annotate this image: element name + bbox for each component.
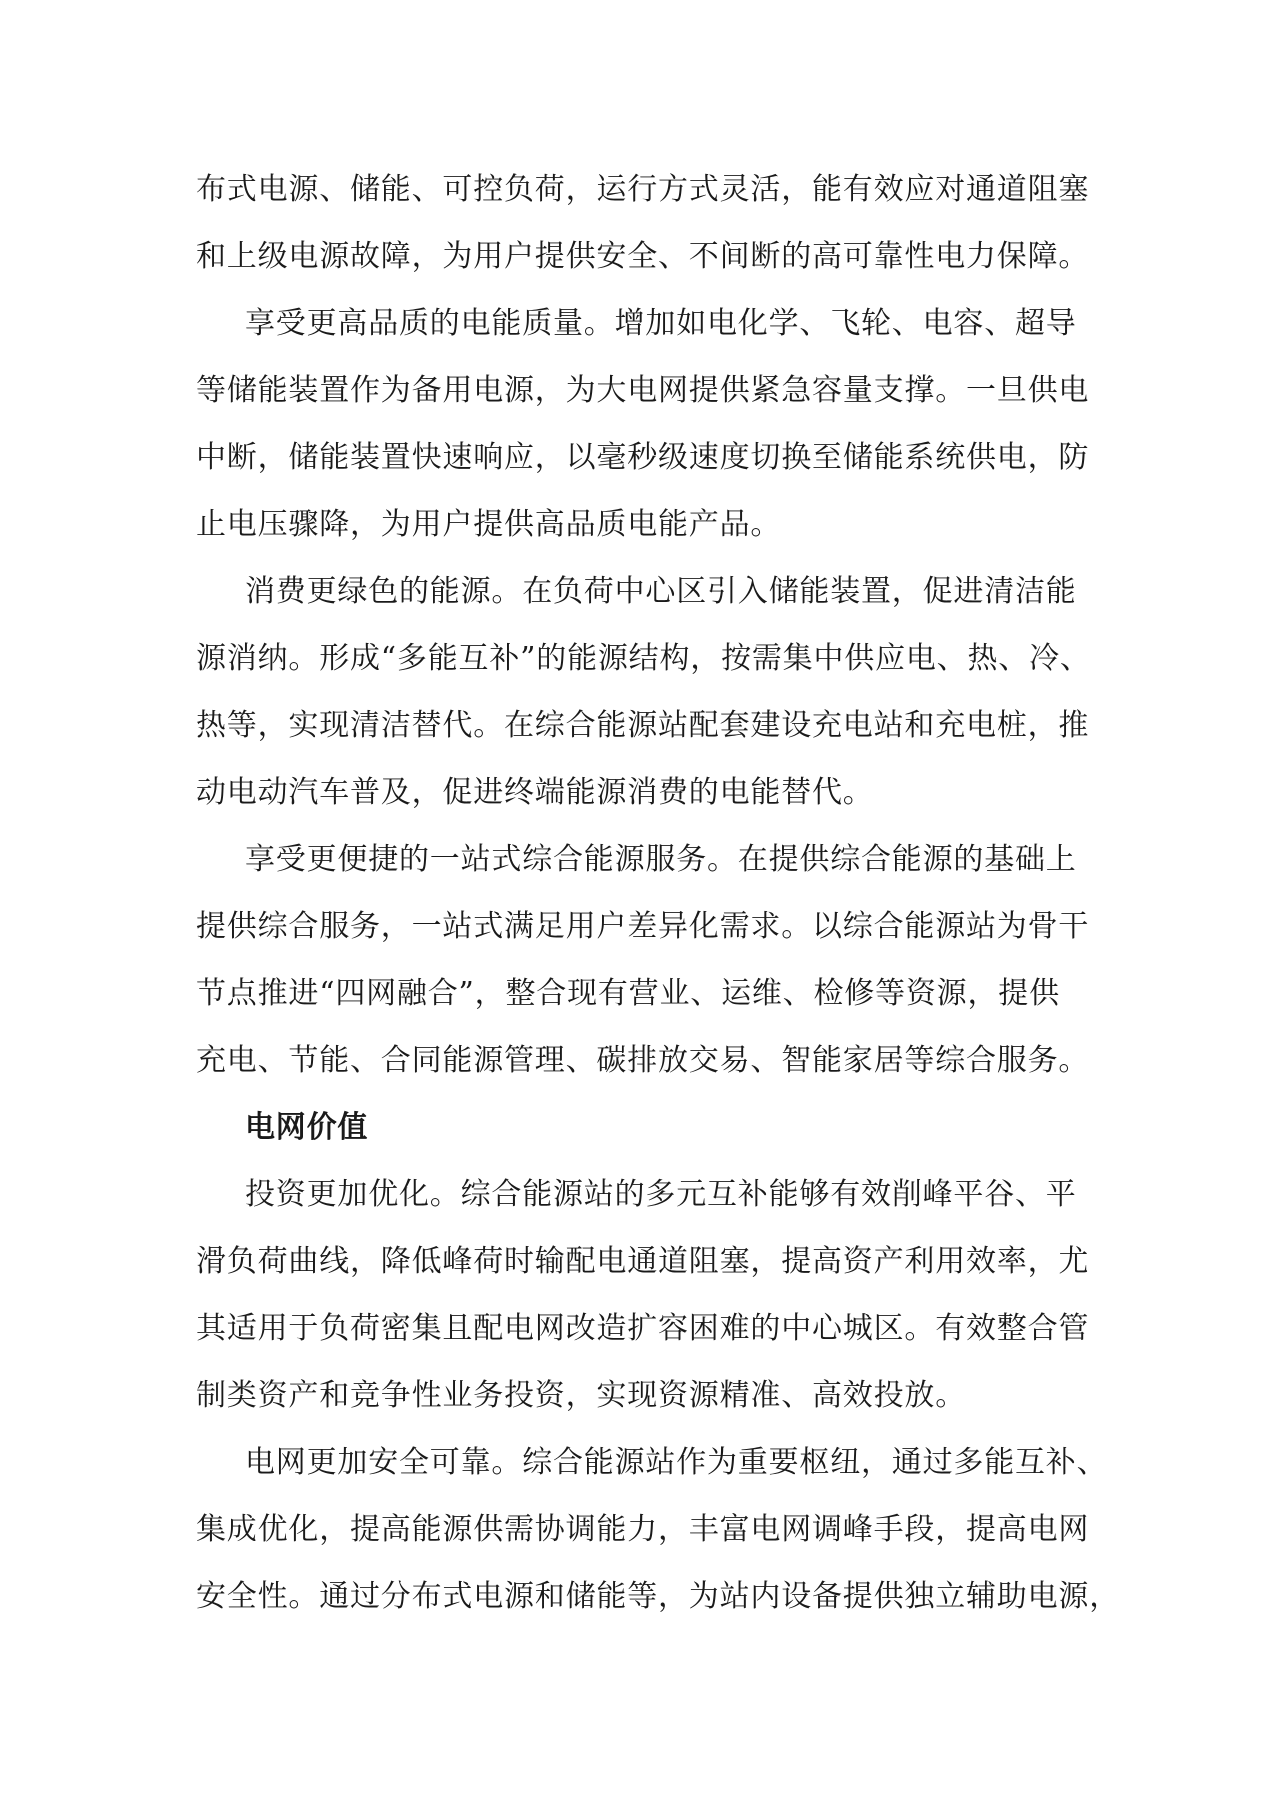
text-line-9: 热等，实现清洁替代。在综合能源站配套建设充电站和充电桩，推 bbox=[196, 708, 1090, 743]
text-line-8: 源消纳。形成“多能互补”的能源结构，按需集中供应电、热、冷、 bbox=[196, 641, 1091, 676]
text-line-21: 集成优化，提高能源供需协调能力，丰富电网调峰手段，提高电网 bbox=[196, 1512, 1090, 1547]
text-line-2: 和上级电源故障，为用户提供安全、不间断的高可靠性电力保障。 bbox=[196, 239, 1090, 274]
paragraph-start-line: 电网更加安全可靠。综合能源站作为重要枢纽，通过多能互补、 bbox=[245, 1445, 1108, 1480]
section-heading: 电网价值 bbox=[245, 1110, 369, 1145]
paragraph-start-line: 消费更绿色的能源。在负荷中心区引入储能装置，促进清洁能 bbox=[245, 574, 1077, 609]
text-line-13: 节点推进“四网融合”，整合现有营业、运维、检修等资源，提供 bbox=[196, 976, 1060, 1011]
text-line-14: 充电、节能、合同能源管理、碳排放交易、智能家居等综合服务。 bbox=[196, 1043, 1090, 1078]
text-line-6: 止电压骤降，为用户提供高品质电能产品。 bbox=[196, 507, 782, 542]
text-line-17: 滑负荷曲线，降低峰荷时输配电通道阻塞，提高资产利用效率，尤 bbox=[196, 1244, 1090, 1279]
paragraph-start-line: 享受更高品质的电能质量。增加如电化学、飞轮、电容、超导 bbox=[245, 306, 1077, 341]
text-line-19: 制类资产和竞争性业务投资，实现资源精准、高效投放。 bbox=[196, 1378, 966, 1413]
paragraph-start-line: 投资更加优化。综合能源站的多元互补能够有效削峰平谷、平 bbox=[245, 1177, 1077, 1212]
text-line-12: 提供综合服务，一站式满足用户差异化需求。以综合能源站为骨干 bbox=[196, 909, 1090, 944]
text-line-10: 动电动汽车普及，促进终端能源消费的电能替代。 bbox=[196, 775, 874, 810]
text-line-4: 等储能装置作为备用电源，为大电网提供紧急容量支撑。一旦供电 bbox=[196, 373, 1090, 408]
paragraph-start-line: 享受更便捷的一站式综合能源服务。在提供综合能源的基础上 bbox=[245, 842, 1077, 877]
text-line-5: 中断，储能装置快速响应，以毫秒级速度切换至储能系统供电，防 bbox=[196, 440, 1090, 475]
text-line-1: 布式电源、储能、可控负荷，运行方式灵活，能有效应对通道阻塞 bbox=[196, 172, 1090, 207]
text-line-18: 其适用于负荷密集且配电网改造扩容困难的中心城区。有效整合管 bbox=[196, 1311, 1090, 1346]
text-line-22: 安全性。通过分布式电源和储能等，为站内设备提供独立辅助电源， bbox=[196, 1579, 1120, 1614]
